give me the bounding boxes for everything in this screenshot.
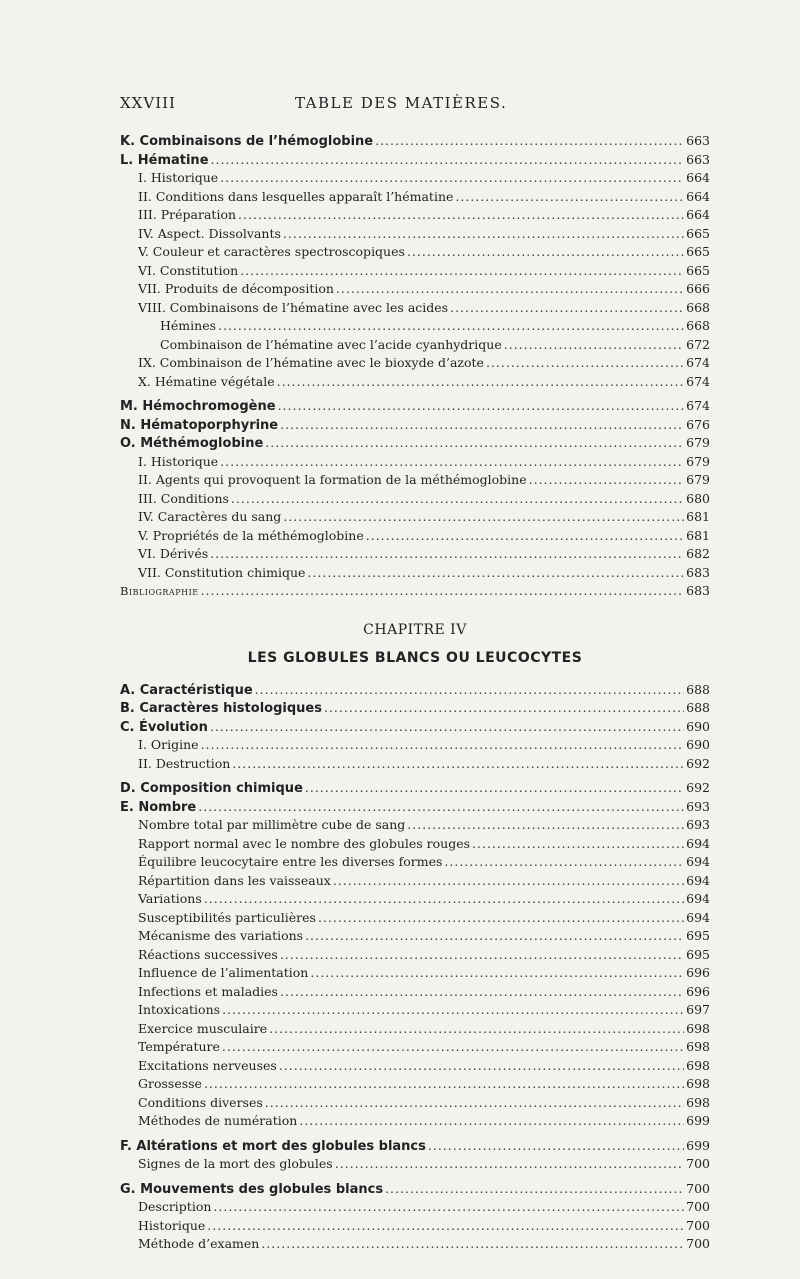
toc-entry-page: 693: [686, 798, 710, 814]
running-head: TABLE DES MATIÈRES.: [295, 94, 508, 112]
toc-entry: [120, 262, 710, 281]
dot-leader: [201, 582, 685, 601]
toc-entry-label: N. Hématoporphyrine: [120, 417, 279, 433]
toc-entry-page: 682: [686, 546, 710, 561]
toc-entry-label: I. Origine: [138, 737, 199, 752]
toc-entry: [120, 490, 710, 509]
page-header: [120, 94, 710, 116]
toc-entry-page: 699: [686, 1113, 710, 1128]
toc-entry-page: 700: [686, 1217, 710, 1233]
toc-entry-page: 681: [686, 527, 710, 543]
toc-entry-label: VII. Constitution chimique: [138, 564, 306, 580]
toc-entry-page: 698: [686, 1057, 710, 1073]
toc-entry: [120, 545, 710, 564]
toc-entry-page: 698: [686, 1020, 710, 1036]
toc-entry-page: 698: [686, 1039, 710, 1054]
dot-leader: [240, 262, 684, 281]
toc-entry-label: VI. Dérivés: [138, 546, 209, 561]
toc-entry: [120, 564, 710, 583]
toc-entry-label: Susceptibilités particulières: [138, 909, 316, 925]
toc-entry-page: 694: [686, 835, 710, 851]
toc-entry-label: III. Conditions: [138, 490, 229, 506]
dot-leader: [265, 1094, 684, 1113]
toc-entry: [120, 317, 710, 336]
toc-entry-label: M. Hémochromogène: [120, 399, 276, 414]
toc-section-hemoglobin: [120, 132, 710, 601]
dot-leader: [305, 927, 684, 946]
dot-leader: [529, 471, 685, 490]
toc-entry-page: 694: [686, 872, 710, 888]
toc-entry-label: IV. Aspect. Dissolvants: [138, 225, 281, 241]
toc-entry: [120, 582, 710, 601]
dot-leader: [201, 736, 685, 755]
toc-entry-page: 690: [686, 718, 710, 734]
toc-entry: [120, 1038, 710, 1057]
dot-leader: [222, 1038, 684, 1057]
toc-entry-label: Bibliographie: [120, 584, 199, 598]
dot-leader: [218, 317, 684, 336]
dot-leader: [366, 527, 684, 546]
toc-entry-label: VII. Produits de décomposition: [138, 281, 334, 296]
toc-entry: [120, 280, 710, 299]
toc-entry-label: Description: [138, 1199, 212, 1214]
dot-leader: [444, 853, 684, 872]
dot-leader: [220, 169, 684, 188]
toc-entry-label: II. Agents qui provoquent la formation de la méthémoglobine: [138, 472, 527, 487]
dot-leader: [336, 280, 684, 299]
chapter-number: CHAPITRE IV: [363, 621, 467, 638]
toc-entry-label: I. Historique: [138, 453, 219, 469]
toc-entry-label: Grossesse: [138, 1076, 202, 1091]
toc-entry: [120, 964, 710, 983]
toc-entry-page: 665: [686, 244, 710, 259]
toc-entry-page: 700: [686, 1199, 710, 1214]
toc-entry-page: 694: [686, 909, 710, 925]
dot-leader: [450, 299, 684, 318]
toc-entry-page: 663: [686, 133, 710, 148]
toc-entry-page: 664: [686, 207, 710, 222]
dot-leader: [280, 416, 684, 435]
toc-entry-label: II. Conditions dans lesquelles apparaît l’hématine: [138, 188, 454, 204]
dot-leader: [220, 453, 684, 472]
toc-entry-label: Méthodes de numération: [138, 1113, 298, 1128]
toc-entry-label: G. Mouvements des globules blancs: [120, 1181, 384, 1197]
dot-leader: [232, 755, 684, 774]
toc-entry: [120, 1057, 710, 1076]
dot-leader: [210, 545, 684, 564]
toc-entry-page: 688: [686, 681, 710, 697]
toc-entry: [120, 1198, 710, 1217]
toc-entry-label: II. Destruction: [138, 755, 231, 771]
toc-entry-label: Équilibre leucocytaire entre les diverses formes: [138, 854, 443, 869]
chapter-title: LES GLOBULES BLANCS OU LEUCOCYTES: [247, 649, 583, 666]
dot-leader: [472, 835, 684, 854]
toc-entry: [120, 699, 710, 718]
dot-leader: [269, 1020, 684, 1039]
dot-leader: [278, 397, 685, 416]
toc-entry-page: 699: [686, 1137, 710, 1153]
dot-leader: [283, 225, 684, 244]
toc-entry-label: Conditions diverses: [138, 1094, 263, 1110]
dot-leader: [375, 132, 684, 151]
toc-entry-label: I. Historique: [138, 170, 219, 185]
toc-entry-label: Température: [138, 1039, 220, 1054]
toc-entry-page: 696: [686, 965, 710, 980]
toc-entry: [120, 225, 710, 244]
toc-entry-page: 679: [686, 453, 710, 469]
dot-leader: [324, 699, 684, 718]
toc-entry-label: VI. Constitution: [138, 262, 239, 278]
toc-entry: [120, 1001, 710, 1020]
toc-entry: [120, 983, 710, 1002]
toc-entry-page: 680: [686, 490, 710, 506]
toc-entry: [120, 1094, 710, 1113]
toc-entry-label: Combinaison de l’hématine avec l’acide cyanhydrique: [160, 336, 502, 352]
toc-entry-page: 694: [686, 854, 710, 869]
dot-leader: [255, 681, 684, 700]
toc-entry: [120, 206, 710, 225]
dot-leader: [318, 909, 684, 928]
toc-entry: [120, 527, 710, 546]
dot-leader: [231, 490, 684, 509]
toc-entry-page: 700: [686, 1156, 710, 1171]
toc-entry-page: 692: [686, 780, 710, 795]
toc-entry-label: X. Hématine végétale: [138, 373, 275, 389]
toc-entry-label: Intoxications: [138, 1002, 221, 1017]
dot-leader: [265, 434, 684, 453]
toc-entry-page: 674: [686, 373, 710, 389]
toc-entry-label: III. Préparation: [138, 207, 237, 222]
dot-leader: [385, 1180, 684, 1199]
toc-entry-label: Signes de la mort des globules: [138, 1156, 333, 1171]
toc-entry-page: 679: [686, 435, 710, 450]
toc-entry: [120, 151, 710, 170]
toc-entry: [120, 816, 710, 835]
toc-entry: [120, 188, 710, 207]
toc-entry: [120, 132, 710, 151]
dot-leader: [238, 206, 684, 225]
dot-leader: [299, 1112, 684, 1131]
toc-entry: [120, 243, 710, 262]
toc-entry-label: V. Propriétés de la méthémoglobine: [138, 527, 364, 543]
toc-entry-page: 664: [686, 170, 710, 185]
toc-entry-page: 683: [686, 564, 710, 580]
toc-entry: [120, 890, 710, 909]
toc-entry: [120, 434, 710, 453]
toc-entry: [120, 927, 710, 946]
toc-entry: [120, 853, 710, 872]
toc-entry-label: Historique: [138, 1217, 206, 1233]
toc-entry-page: 672: [686, 336, 710, 352]
toc-entry-page: 693: [686, 817, 710, 832]
toc-entry-label: Infections et maladies: [138, 983, 278, 999]
toc-entry: [120, 755, 710, 774]
toc-entry-label: L. Hématine: [120, 152, 209, 168]
toc-entry-page: 676: [686, 416, 710, 432]
toc-entry: [120, 416, 710, 435]
toc-entry-page: 697: [686, 1002, 710, 1017]
toc-entry-label: Mécanisme des variations: [138, 928, 304, 943]
toc-entry: [120, 718, 710, 737]
toc-entry-label: C. Évolution: [120, 719, 208, 735]
toc-entry-page: 698: [686, 1094, 710, 1110]
toc-entry-label: Rapport normal avec le nombre des globules rouges: [138, 835, 471, 851]
toc-entry-label: Hémines: [160, 318, 217, 333]
toc-entry-page: 692: [686, 755, 710, 771]
toc-entry-label: Nombre total par millimètre cube de sang: [138, 817, 406, 832]
dot-leader: [204, 890, 684, 909]
dot-leader: [407, 816, 684, 835]
dot-leader: [333, 872, 684, 891]
toc-entry-page: 683: [686, 583, 710, 598]
dot-leader: [307, 564, 684, 583]
toc-entry: [120, 798, 710, 817]
toc-entry-label: Méthode d’examen: [138, 1236, 260, 1251]
dot-leader: [455, 188, 684, 207]
toc-entry-label: Exercice musculaire: [138, 1020, 268, 1036]
toc-entry-page: 664: [686, 188, 710, 204]
toc-entry: [120, 373, 710, 392]
dot-leader: [204, 1075, 684, 1094]
dot-leader: [213, 1198, 684, 1217]
toc-entry-page: 695: [686, 946, 710, 962]
toc-entry-page: 665: [686, 225, 710, 241]
toc-entry-page: 695: [686, 928, 710, 943]
dot-leader: [222, 1001, 684, 1020]
toc-entry-label: B. Caractères histologiques: [120, 701, 322, 716]
toc-entry: [120, 471, 710, 490]
toc-section-leucocytes: [120, 681, 710, 1254]
toc-entry: [120, 1137, 710, 1156]
toc-entry-label: A. Caractéristique: [120, 682, 253, 698]
dot-leader: [335, 1155, 684, 1174]
dot-leader: [207, 1217, 684, 1236]
toc-entry-label: D. Composition chimique: [120, 781, 303, 796]
dot-leader: [305, 779, 684, 798]
toc-entry-page: 696: [686, 983, 710, 999]
toc-entry-label: Réactions successives: [138, 946, 278, 962]
toc-entry: [120, 1235, 710, 1254]
toc-entry-page: 666: [686, 281, 710, 296]
dot-leader: [211, 151, 685, 170]
toc-entry-page: 668: [686, 318, 710, 333]
toc-entry-label: Influence de l’alimentation: [138, 965, 309, 980]
toc-entry-label: F. Altérations et mort des globules blancs: [120, 1138, 426, 1154]
dot-leader: [310, 964, 684, 983]
toc-entry: [120, 508, 710, 527]
page-number: XXVIII: [120, 94, 176, 112]
toc-entry-page: 665: [686, 262, 710, 278]
toc-entry: [120, 736, 710, 755]
toc-entry-page: 674: [686, 398, 710, 413]
toc-entry-label: IV. Caractères du sang: [138, 509, 282, 524]
toc-entry-label: VIII. Combinaisons de l’hématine avec les acides: [138, 299, 449, 315]
toc-entry-label: IX. Combinaison de l’hématine avec le bioxyde d’azote: [138, 355, 484, 370]
toc-entry: [120, 169, 710, 188]
toc-entry-page: 674: [686, 355, 710, 370]
toc-entry: [120, 1155, 710, 1174]
toc-entry-label: E. Nombre: [120, 799, 197, 815]
toc-entry: [120, 397, 710, 416]
toc-entry: [120, 299, 710, 318]
toc-entry: [120, 681, 710, 700]
dot-leader: [504, 336, 684, 355]
toc-entry-page: 698: [686, 1076, 710, 1091]
dot-leader: [283, 508, 684, 527]
toc-entry-label: O. Méthémoglobine: [120, 436, 264, 451]
toc-entry-page: 700: [686, 1236, 710, 1251]
toc-entry-page: 668: [686, 299, 710, 315]
dot-leader: [198, 798, 684, 817]
toc-entry-label: K. Combinaisons de l’hémoglobine: [120, 134, 374, 149]
dot-leader: [280, 983, 684, 1002]
toc-entry: [120, 835, 710, 854]
dot-leader: [280, 946, 684, 965]
toc-entry: [120, 1075, 710, 1094]
toc-entry: [120, 909, 710, 928]
toc-entry-label: Variations: [138, 891, 202, 906]
dot-leader: [407, 243, 684, 262]
toc-entry: [120, 1217, 710, 1236]
toc-entry-page: 700: [686, 1180, 710, 1196]
table-of-contents: [120, 132, 710, 1254]
dot-leader: [210, 718, 684, 737]
toc-entry-label: V. Couleur et caractères spectroscopiques: [138, 244, 405, 259]
toc-entry: [120, 946, 710, 965]
toc-entry-label: Excitations nerveuses: [138, 1057, 277, 1073]
dot-leader: [279, 1057, 684, 1076]
dot-leader: [486, 354, 684, 373]
toc-entry: [120, 1112, 710, 1131]
toc-entry-page: 663: [686, 151, 710, 167]
toc-entry: [120, 336, 710, 355]
toc-entry: [120, 354, 710, 373]
toc-entry-page: 694: [686, 891, 710, 906]
toc-entry-page: 688: [686, 700, 710, 715]
dot-leader: [261, 1235, 684, 1254]
toc-entry: [120, 872, 710, 891]
toc-entry-page: 679: [686, 472, 710, 487]
toc-entry-page: 681: [686, 509, 710, 524]
toc-entry: [120, 453, 710, 472]
toc-entry: [120, 779, 710, 798]
dot-leader: [277, 373, 685, 392]
dot-leader: [428, 1137, 684, 1156]
toc-entry-label: Répartition dans les vaisseaux: [138, 872, 331, 888]
toc-entry: [120, 1020, 710, 1039]
toc-entry-page: 690: [686, 737, 710, 752]
toc-entry: [120, 1180, 710, 1199]
